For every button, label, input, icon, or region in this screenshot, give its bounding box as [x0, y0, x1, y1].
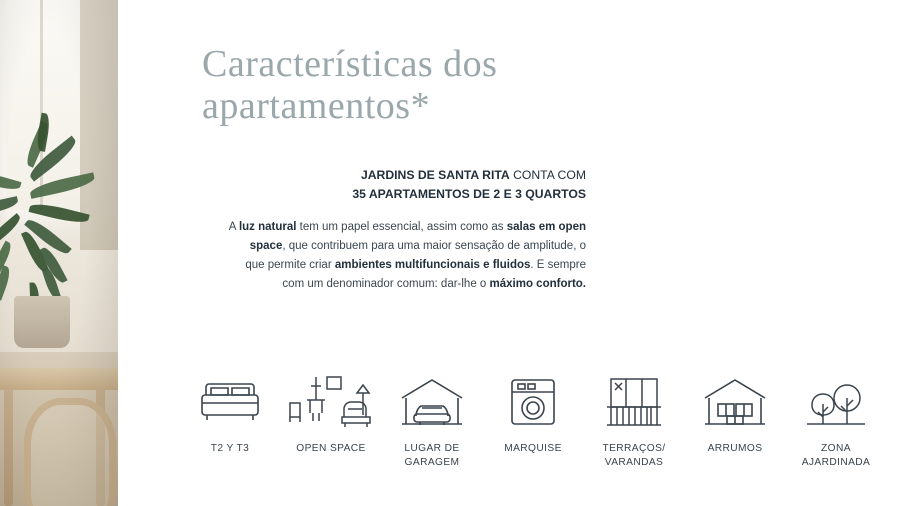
page-title-line-2: apartamentos*	[202, 84, 431, 127]
amenity-item	[483, 370, 583, 456]
amenity-item	[180, 370, 280, 456]
garage-car-icon	[382, 370, 482, 436]
lead-text	[228, 166, 586, 204]
washing-machine-icon	[483, 370, 583, 436]
interior-photo	[0, 0, 118, 506]
photo-sidewall	[80, 0, 118, 250]
balcony-icon	[584, 370, 684, 436]
storage-boxes-icon	[685, 370, 785, 436]
amenity-item	[584, 370, 684, 470]
lead-rest: CONTA COM	[509, 168, 586, 182]
amenity-item	[281, 370, 381, 456]
amenity-label: LUGAR DE GARAGEM	[404, 443, 460, 468]
amenity-label: ARRUMOS	[707, 443, 763, 454]
amenity-label: MARQUISE	[504, 443, 562, 454]
description-block	[228, 166, 586, 294]
amenity-label: T2 Y T3	[210, 443, 250, 454]
amenity-label: ZONA AJARDINADA	[801, 443, 871, 468]
amenities-row	[180, 370, 886, 470]
photo-table	[0, 368, 118, 390]
photo-table-leg-left	[4, 388, 13, 506]
project-name: JARDINS DE SANTA RITA	[360, 168, 510, 182]
amenity-item	[382, 370, 482, 470]
description-paragraph: A luz natural tem um papel essencial, assim como as salas em open space, que contribuem para uma maior sensação de amplitude, o que permite criar ambientes multifuncionais e fluidos. E sempre com um denominador comum: dar-lhe o máximo conforto.	[228, 220, 586, 290]
amenity-label: TERRAÇOS/ VARANDAS	[602, 443, 666, 468]
living-room-icon	[281, 370, 381, 436]
photo-chair	[24, 398, 116, 506]
photo-plant-pot	[14, 296, 70, 348]
garden-trees-icon	[786, 370, 886, 436]
amenity-item	[786, 370, 886, 470]
page-title	[202, 44, 662, 128]
bed-icon	[180, 370, 280, 436]
amenity-label: OPEN SPACE	[296, 443, 366, 454]
apartment-count: 35 APARTAMENTOS DE 2 E 3 QUARTOS	[352, 186, 586, 201]
page-title-line-1: Características dos	[202, 43, 498, 85]
amenity-item	[685, 370, 785, 456]
